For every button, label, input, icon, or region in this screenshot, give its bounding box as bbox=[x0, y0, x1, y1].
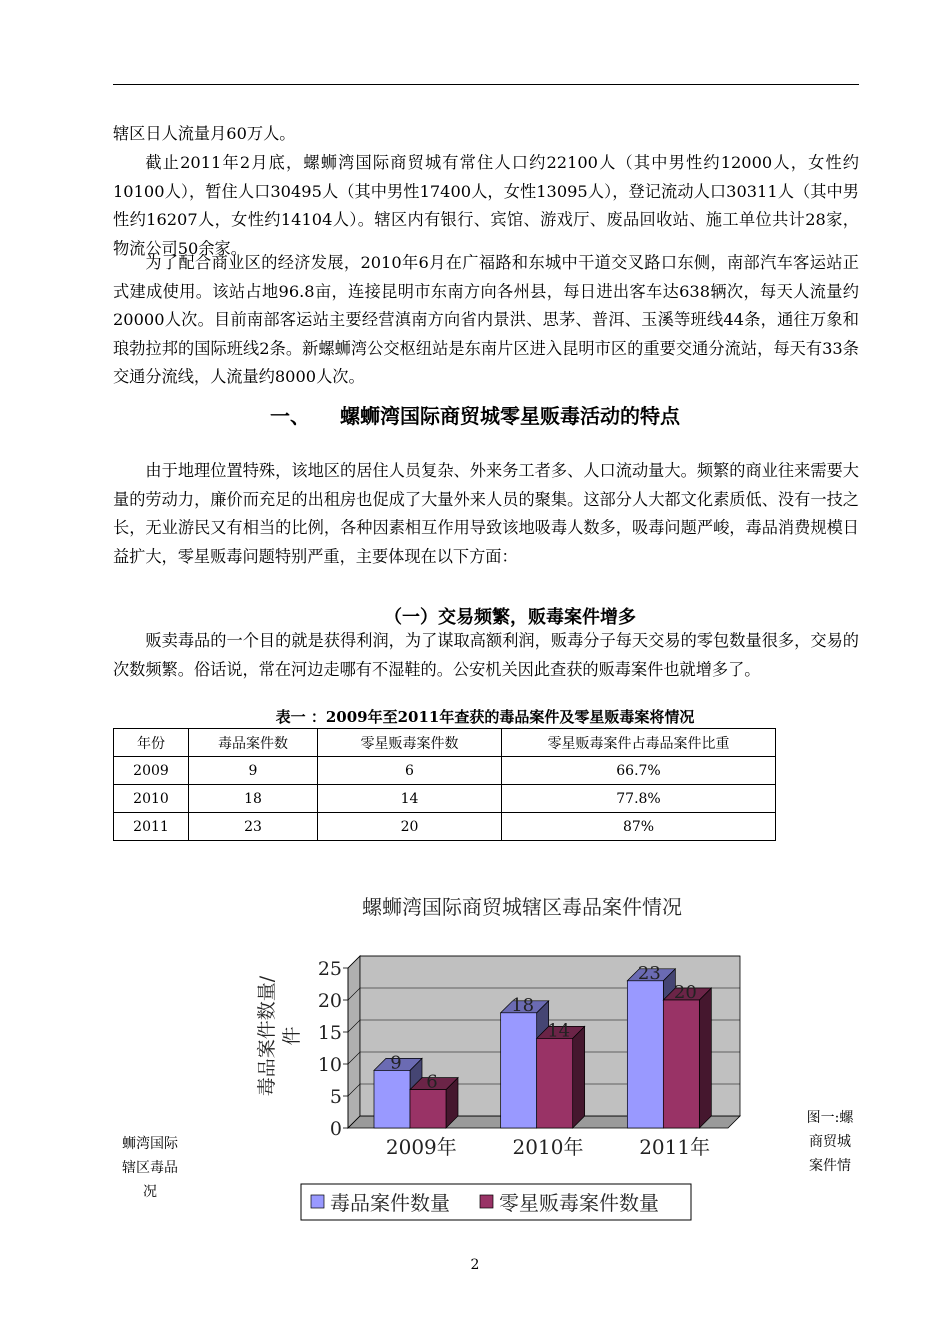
table-cell: 66.7% bbox=[502, 757, 776, 785]
table-header-row bbox=[114, 729, 776, 757]
data-label: 23 bbox=[637, 962, 661, 984]
subsection-heading: （一）交易频繁，贩毒案件增多 bbox=[384, 607, 636, 628]
y-axis-label-line2: 件 bbox=[281, 1026, 303, 1046]
data-label: 6 bbox=[426, 1071, 438, 1093]
table-header-cell: 年份 bbox=[114, 729, 189, 757]
table-cell: 20 bbox=[318, 813, 502, 841]
page-number: 2 bbox=[470, 1257, 480, 1273]
x-tick-label: 2009年 bbox=[385, 1135, 457, 1159]
table-row bbox=[114, 785, 776, 813]
paragraph-3: 为了配合商业区的经济发展，2010年6月在广福路和东城中干道交叉路口东侧，南部汽车客运站正式建成使用。该站占地96.8亩，连接昆明市东南方向各州县，每日进出客车达638辆次，每天人流量约20000人次。目前南部客运站主要经营滇南方向省内景洪、思茅、普洱、玉溪等班线44条，通往万象和琅勃拉邦的国际班线2条。新螺蛳湾公交枢纽站是东南片区进入昆明市区的重要交通分流站，每天有33条交通分流线，人流量约8000人次。 bbox=[113, 253, 859, 387]
table-cell: 87% bbox=[502, 813, 776, 841]
y-tick-label: 15 bbox=[317, 1022, 342, 1044]
x-tick-label: 2011年 bbox=[639, 1135, 711, 1159]
right-note-line: 案件情 bbox=[809, 1158, 851, 1174]
table-row bbox=[114, 813, 776, 841]
chart-side-wall bbox=[348, 956, 360, 1128]
bar bbox=[663, 1000, 699, 1128]
right-note-line: 图一:螺 bbox=[806, 1110, 854, 1126]
bar bbox=[627, 981, 663, 1128]
paragraph-5: 贩卖毒品的一个目的就是获得利润，为了谋取高额利润，贩毒分子每天交易的零包数量很多，交易的次数频繁。俗话说，常在河边走哪有不湿鞋的。公安机关因此查获的贩毒案件也就增多了。 bbox=[113, 631, 859, 679]
chart-title: 螺蛳湾国际商贸城辖区毒品案件情况 bbox=[362, 895, 682, 919]
y-axis-label-line1: 毒品案件数量/ bbox=[256, 975, 278, 1097]
right-note-line: 商贸城 bbox=[809, 1134, 851, 1150]
table-cell: 18 bbox=[189, 785, 318, 813]
bar-side bbox=[699, 988, 711, 1128]
bar bbox=[501, 1013, 537, 1128]
cases-table bbox=[113, 728, 776, 841]
legend-label: 毒品案件数量 bbox=[330, 1191, 450, 1215]
right-note bbox=[792, 1106, 868, 1178]
paragraph-2: 截止2011年2月底，螺蛳湾国际商贸城有常住人口约22100人（其中男性约12000人，女性约10100人），暂住人口30495人（其中男性17400人，女性13095人），登记流动人口30311人（其中男性约16207人，女性约14104人）。辖区内有银行、宾馆、游戏厅、废品回收站、施工单位共计28家，物流公司50余家。 bbox=[113, 153, 859, 258]
section-heading bbox=[0, 400, 950, 429]
y-tick-label: 5 bbox=[329, 1086, 342, 1108]
table-cell: 77.8% bbox=[502, 785, 776, 813]
left-note-line: 况 bbox=[143, 1184, 157, 1200]
table-header-cell: 零星贩毒案件数 bbox=[318, 729, 502, 757]
x-tick-label: 2010年 bbox=[512, 1135, 584, 1159]
data-label: 20 bbox=[673, 982, 697, 1003]
data-label: 14 bbox=[547, 1020, 571, 1042]
table-cell: 6 bbox=[318, 757, 502, 785]
table-cell: 9 bbox=[189, 757, 318, 785]
y-tick-label: 10 bbox=[317, 1054, 342, 1076]
table-header-cell: 零星贩毒案件占毒品案件比重 bbox=[502, 729, 776, 757]
bar bbox=[537, 1038, 573, 1128]
bar bbox=[410, 1090, 446, 1128]
left-note bbox=[110, 1132, 190, 1204]
section-number: 一、 bbox=[270, 404, 310, 428]
table-caption: 表一 ：2009年至2011年查获的毒品案件及零星贩毒案将情况 bbox=[275, 708, 695, 726]
data-label: 18 bbox=[511, 994, 535, 1016]
table-cell: 2010 bbox=[114, 785, 189, 813]
paragraph-1: 辖区日人流量月60万人。 bbox=[113, 124, 296, 143]
y-tick-label: 20 bbox=[317, 990, 342, 1012]
left-note-line: 辖区毒品 bbox=[122, 1160, 178, 1176]
paragraph-4: 由于地理位置特殊，该地区的居住人员复杂、外来务工者多、人口流动量大。频繁的商业往来需要大量的劳动力，廉价而充足的出租房也促成了大量外来人员的聚集。这部分人大都文化素质低、没有一技之长，无业游民又有相当的比例，各种因素相互作用导致该地吸毒人数多，吸毒问题严峻，毒品消费规模日益扩大，零星贩毒问题特别严重，主要体现在以下方面： bbox=[113, 461, 859, 566]
legend-label: 零星贩毒案件数量 bbox=[499, 1191, 659, 1215]
legend-swatch bbox=[311, 1195, 324, 1208]
table-cell: 14 bbox=[318, 785, 502, 813]
table-cell: 2009 bbox=[114, 757, 189, 785]
table-cell: 23 bbox=[189, 813, 318, 841]
section-title: 螺蛳湾国际商贸城零星贩毒活动的特点 bbox=[340, 404, 680, 428]
bar-side bbox=[573, 1026, 585, 1128]
y-tick-label: 25 bbox=[317, 958, 342, 980]
table-cell: 2011 bbox=[114, 813, 189, 841]
left-note-line: 蛳湾国际 bbox=[122, 1136, 178, 1152]
data-label: 9 bbox=[390, 1052, 402, 1074]
table-header-cell: 毒品案件数 bbox=[189, 729, 318, 757]
table-row bbox=[114, 757, 776, 785]
legend-swatch bbox=[480, 1195, 493, 1208]
y-tick-label: 0 bbox=[329, 1118, 342, 1140]
header-rule bbox=[113, 84, 859, 85]
bar bbox=[374, 1070, 410, 1128]
